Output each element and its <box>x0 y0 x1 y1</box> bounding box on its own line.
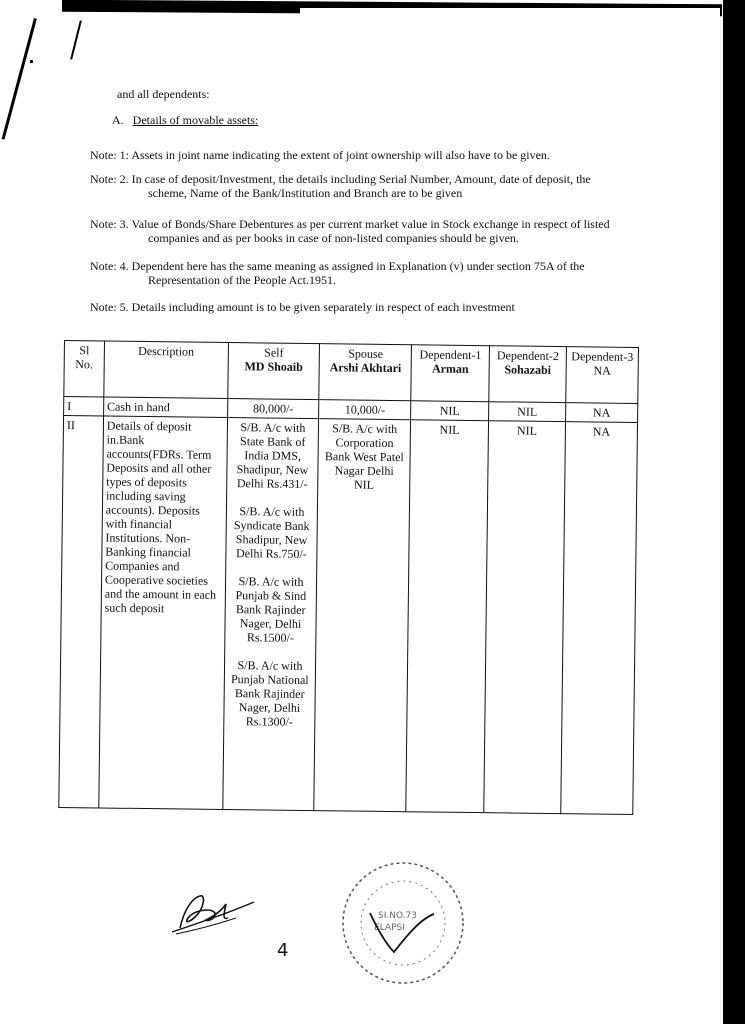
cell-dependent-2: NIL <box>484 421 566 814</box>
self-account-3: S/B. A/c with Punjab & Sind Bank Rajinder Nager, Delhi Rs.1500/- <box>235 574 307 645</box>
cell-spouse <box>314 419 411 812</box>
cell-self: 80,000/- <box>227 399 319 419</box>
cell-dependent-2: NIL <box>489 402 566 422</box>
header-spouse <box>319 344 412 401</box>
table-header-row <box>64 341 639 404</box>
cell-dependent-1: NIL <box>411 401 489 421</box>
cell-self <box>222 417 319 810</box>
scan-edge-right <box>723 0 745 1024</box>
page-number: 4 <box>277 940 289 961</box>
spouse-account: S/B. A/c with Corporation Bank West Patel Nagar Delhi <box>324 421 404 479</box>
note-label: Note: <box>90 259 117 273</box>
note-label: Note: <box>90 148 117 162</box>
header-spouse-name: Arshi Akhtari <box>329 360 402 376</box>
header-self-name: MD Shoaib <box>244 359 303 374</box>
self-account-1: S/B. A/c with State Bank of India DMS, Shadipur, New Delhi Rs.431/- <box>236 420 309 491</box>
header-dependent-2 <box>489 346 567 403</box>
cell-description: Cash in hand <box>103 397 227 418</box>
section-title: Details of movable assets: <box>132 113 259 127</box>
cell-dependent-1: NIL <box>406 420 489 813</box>
header-dependent-1 <box>411 345 490 402</box>
header-self-label: Self <box>264 345 284 360</box>
spouse-amount: NIL <box>353 477 375 492</box>
header-dep3-label: Dependent-3 <box>571 349 634 364</box>
scan-artifact <box>300 8 720 20</box>
note-1 <box>90 148 650 162</box>
cell-sl: II <box>59 416 104 808</box>
note-text: 5. Details including amount is to be given separately in respect of each investment <box>119 300 515 314</box>
cell-dependent-3: NA <box>566 403 638 423</box>
signature <box>166 888 258 938</box>
note-label: Note: <box>90 300 117 314</box>
movable-assets-table <box>58 340 639 815</box>
section-marker: A. <box>112 113 124 127</box>
note-4 <box>90 259 650 287</box>
header-sl-no <box>64 341 105 397</box>
self-account-2: S/B. A/c with Syndicate Bank Shadipur, New Delhi Rs.750/- <box>233 504 310 561</box>
scan-artifact-dot <box>30 60 33 63</box>
svg-text:ELAPSI: ELAPSI <box>374 923 405 933</box>
header-dep1-label: Dependent-1 <box>419 347 482 363</box>
note-5 <box>90 300 650 314</box>
note-3 <box>90 217 650 245</box>
header-self <box>227 343 319 400</box>
cell-sl: I <box>64 397 104 416</box>
scan-artifact-line <box>70 20 82 59</box>
note-text-continued: Representation of the People Act.1951. <box>148 273 336 287</box>
note-label: Note: <box>90 217 117 231</box>
self-account-4: S/B. A/c with Punjab National Bank Rajinder Nager, Delhi Rs.1300/- <box>230 658 309 729</box>
header-dep1-name: Arman <box>431 361 469 376</box>
note-text: 4. Dependent here has the same meaning as assigned in Explanation (v) under section 75A of the <box>119 259 585 273</box>
note-text: 3. Value of Bonds/Share Debentures as per current market value in Stock exchange in respect of listed <box>119 217 610 231</box>
cell-dependent-3: NA <box>561 422 638 815</box>
cell-spouse: 10,000/- <box>319 400 411 420</box>
table-row <box>59 416 638 815</box>
header-description: Description <box>104 341 228 399</box>
header-sl: Sl <box>79 343 90 358</box>
note-text: 2. In case of deposit/Investment, the details including Serial Number, Amount, date of deposit, the <box>119 172 591 186</box>
note-label: Note: <box>90 172 117 186</box>
intro-text: and all dependents: <box>117 87 210 101</box>
header-dep3-name: NA <box>593 363 611 378</box>
section-heading <box>112 113 258 127</box>
header-no: No. <box>75 357 94 372</box>
scan-artifact-line <box>2 18 37 140</box>
official-seal <box>338 858 468 988</box>
note-text-continued: scheme, Name of the Bank/Institution and Branch are to be given <box>148 186 463 200</box>
header-dep2-label: Dependent-2 <box>496 348 559 364</box>
svg-text:SI.NO.73: SI.NO.73 <box>378 911 417 921</box>
header-dependent-3 <box>566 347 639 404</box>
note-text: 1: Assets in joint name indicating the extent of joint ownership will also have to be given. <box>119 148 550 162</box>
note-text-continued: companies and as per books in case of non-listed companies should be given. <box>148 231 519 245</box>
header-dep2-name: Sohazabi <box>504 362 552 377</box>
header-spouse-label: Spouse <box>348 346 384 361</box>
cell-description: Details of deposit in.Bank accounts(FDRs. Term Deposits and all other types of deposits including saving accounts). Deposits with financial Institutions. Non-Banking financial Companies and Cooperative societies and the amount in each such deposit <box>99 416 228 809</box>
note-2 <box>90 172 650 200</box>
